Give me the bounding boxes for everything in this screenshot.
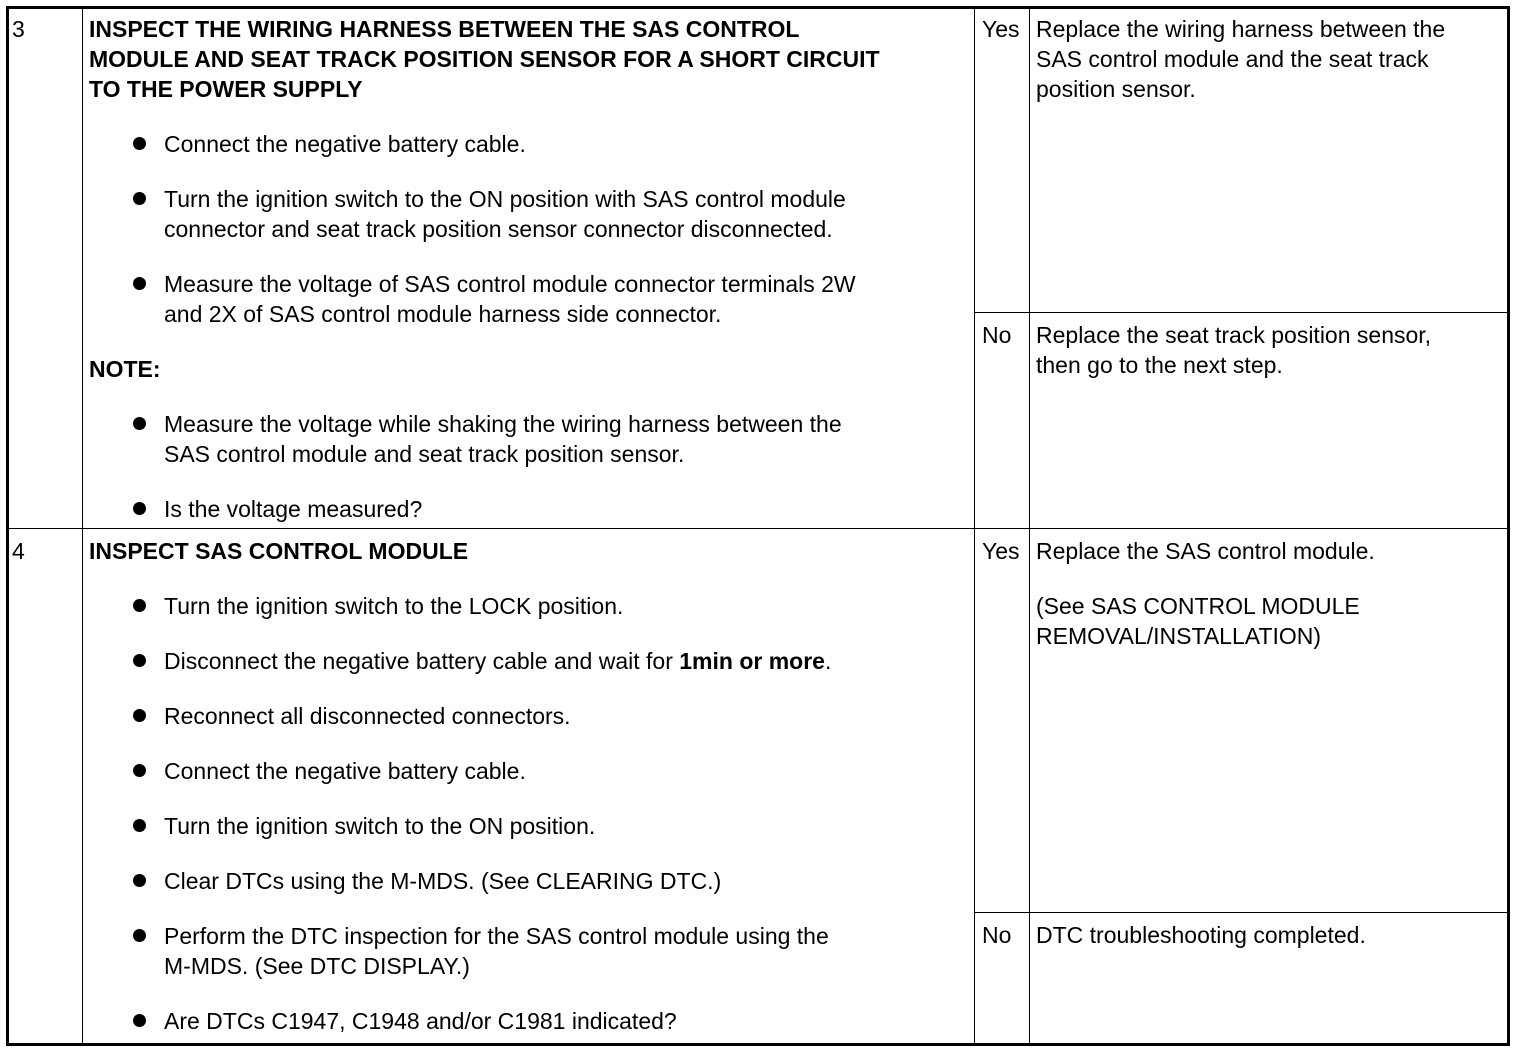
list-item: [164, 646, 831, 676]
step-number: 4: [12, 538, 25, 564]
bullet-icon: [133, 277, 146, 290]
yes-no-divider-step-4: [974, 912, 1507, 913]
step-number: 3: [12, 16, 25, 42]
step-heading-line: MODULE AND SEAT TRACK POSITION SENSOR FOR A SHORT CIRCUIT: [89, 46, 880, 72]
note-label: NOTE:: [89, 356, 161, 382]
bullet-icon: [133, 599, 146, 612]
list-item-continued: SAS control module and seat track position sensor.: [164, 441, 685, 467]
bullet-icon: [133, 502, 146, 515]
list-item-continued: and 2X of SAS control module harness side connector.: [164, 301, 722, 327]
list-item: Turn the ignition switch to the ON position with SAS control module: [164, 186, 846, 212]
list-item-question: Is the voltage measured?: [164, 496, 423, 522]
step-heading-line: TO THE POWER SUPPLY: [89, 76, 363, 102]
no-action-line: then go to the next step.: [1036, 352, 1283, 378]
yes-action-line: SAS control module and the seat track: [1036, 46, 1429, 72]
yes-reference-line: (See SAS CONTROL MODULE: [1036, 593, 1360, 619]
list-item: Reconnect all disconnected connectors.: [164, 703, 571, 729]
list-item-text-tail: .: [824, 648, 832, 674]
bullet-icon: [133, 192, 146, 205]
list-item-question: Are DTCs C1947, C1948 and/or C1981 indicated?: [164, 1008, 677, 1034]
yes-reference-line: REMOVAL/INSTALLATION): [1036, 623, 1321, 649]
yes-action-line: Replace the SAS control module.: [1036, 538, 1375, 564]
yes-action-line: Replace the wiring harness between the: [1036, 16, 1446, 42]
list-item-continued: connector and seat track position sensor connector disconnected.: [164, 216, 833, 242]
list-item: Clear DTCs using the M-MDS. (See CLEARING DTC.): [164, 868, 722, 894]
list-item: Turn the ignition switch to the LOCK position.: [164, 593, 624, 619]
no-label: No: [982, 922, 1012, 948]
yes-label: Yes: [982, 538, 1020, 564]
list-item-continued: M-MDS. (See DTC DISPLAY.): [164, 953, 470, 979]
no-label: No: [982, 322, 1012, 348]
no-action-line: DTC troubleshooting completed.: [1036, 922, 1366, 948]
column-divider-step: [82, 9, 83, 1043]
bullet-icon: [133, 874, 146, 887]
list-item: Turn the ignition switch to the ON position.: [164, 813, 596, 839]
list-item: Perform the DTC inspection for the SAS control module using the: [164, 923, 829, 949]
wait-duration: 1min or more: [679, 648, 825, 674]
list-item: Measure the voltage while shaking the wiring harness between the: [164, 411, 842, 437]
list-item: Connect the negative battery cable.: [164, 131, 526, 157]
list-item: Measure the voltage of SAS control module connector terminals 2W: [164, 271, 856, 297]
list-item: Connect the negative battery cable.: [164, 758, 526, 784]
bullet-icon: [133, 819, 146, 832]
yes-label: Yes: [982, 16, 1020, 42]
step-heading-line: INSPECT THE WIRING HARNESS BETWEEN THE SAS CONTROL: [89, 16, 800, 42]
bullet-icon: [133, 709, 146, 722]
row-divider: [9, 528, 1507, 529]
yes-no-divider-step-3: [974, 312, 1507, 313]
bullet-icon: [133, 764, 146, 777]
bullet-icon: [133, 1014, 146, 1027]
no-action-line: Replace the seat track position sensor,: [1036, 322, 1432, 348]
column-divider-action: [974, 9, 975, 1043]
bullet-icon: [133, 137, 146, 150]
yes-action-line: position sensor.: [1036, 76, 1196, 102]
list-item-text: Disconnect the negative battery cable and wait for: [164, 648, 680, 674]
bullet-icon: [133, 929, 146, 942]
step-heading-line: INSPECT SAS CONTROL MODULE: [89, 538, 469, 564]
bullet-icon: [133, 654, 146, 667]
bullet-icon: [133, 417, 146, 430]
column-divider-result: [1029, 9, 1030, 1043]
